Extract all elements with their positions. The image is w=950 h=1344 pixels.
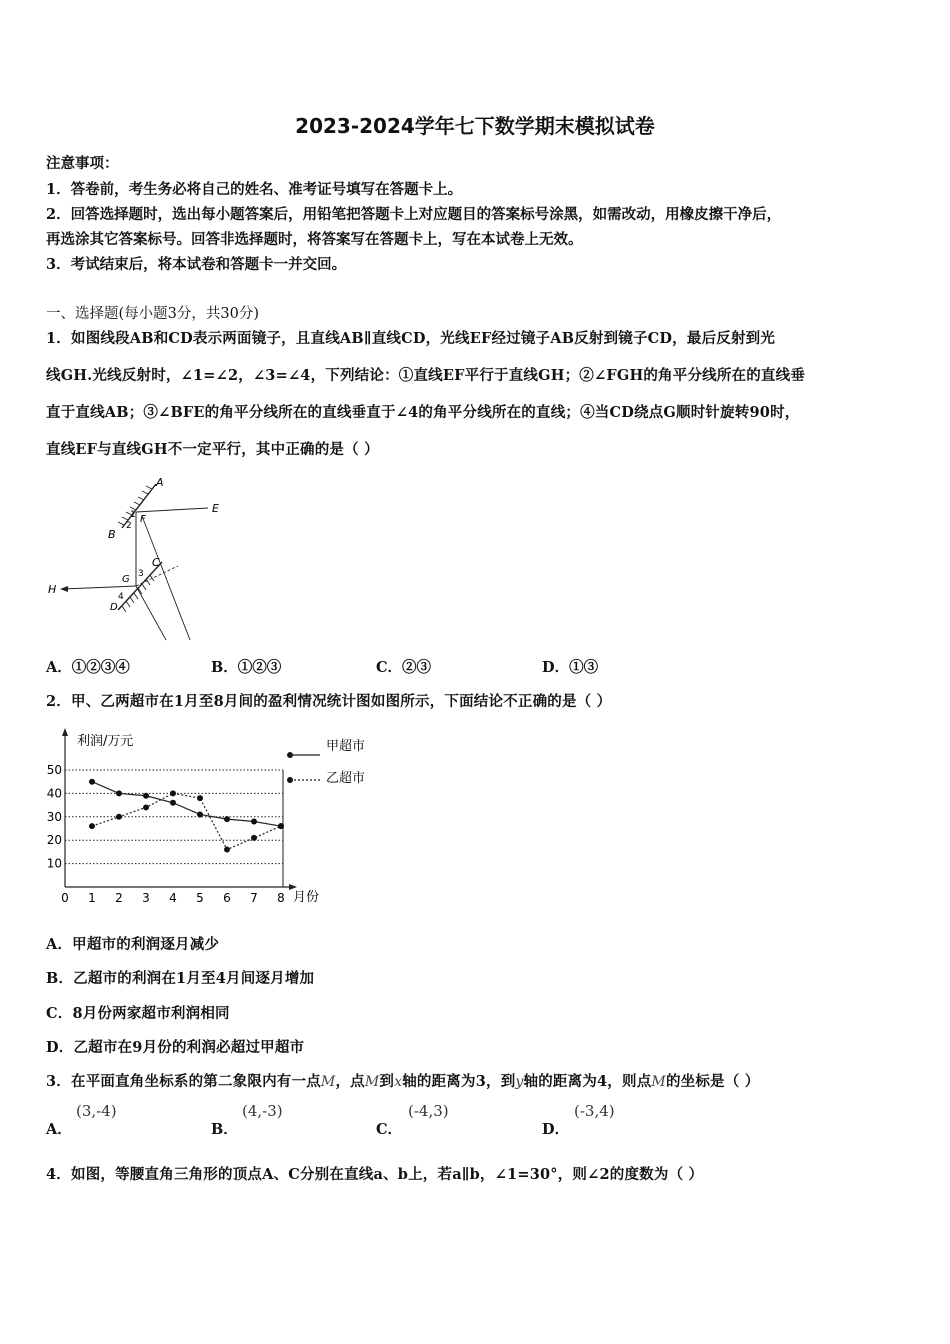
label-g: G <box>122 574 130 585</box>
data-point <box>170 800 176 806</box>
legend-label: 乙超市 <box>326 771 366 786</box>
y-tick-label: 10 <box>46 856 62 871</box>
notes-item-2-line-1: 2．回答选择题时，选出每小题答案后，用铅笔把答题卡上对应题目的答案标号涂黑，如需改动，用橡皮擦干净后， <box>46 206 782 223</box>
q2-option-b[interactable]: B．乙超市的利润在1月至4月间逐月增加 <box>46 970 315 987</box>
q1-stem-line-4: 直线EF与直线GH不一定平行，其中正确的是（ ） <box>46 441 379 458</box>
data-point <box>197 795 203 801</box>
q1-options <box>46 656 906 676</box>
x-tick-label: 6 <box>223 891 231 905</box>
x-tick-label: 8 <box>277 891 285 905</box>
y-axis-arrow <box>62 728 68 736</box>
q4-stem: 4．如图，等腰直角三角形的顶点A、C分别在直线a、b上，若a∥b，∠1=30°，则∠2的度数为（ ） <box>46 1166 704 1183</box>
data-point <box>278 823 284 829</box>
q1-option-c[interactable]: C．②③ <box>376 659 432 676</box>
q3-option-c-label[interactable]: C． <box>376 1121 403 1138</box>
profit-line-chart <box>40 722 390 917</box>
notes-item-2-line-2: 再选涂其它答案标号。回答非选择题时，将答案写在答题卡上，写在本试卷上无效。 <box>46 231 583 248</box>
data-point <box>224 847 230 853</box>
y-tick-label: 40 <box>46 786 62 801</box>
arrow-h <box>60 586 68 592</box>
data-point <box>89 779 95 785</box>
q3-option-a-label[interactable]: A． <box>46 1121 72 1138</box>
q3-option-b-label[interactable]: B． <box>211 1121 238 1138</box>
label-f: F <box>140 514 146 525</box>
label-2: 2 <box>126 521 132 531</box>
page-title: 2023-2024学年七下数学期末模拟试卷 <box>295 114 655 138</box>
q3-option-d-label[interactable]: D． <box>542 1121 570 1138</box>
x-tick-label: 0 <box>61 891 69 905</box>
notes-heading: 注意事项： <box>46 155 119 172</box>
data-point <box>116 814 122 820</box>
q2-option-c[interactable]: C．8月份两家超市利润相同 <box>46 1005 230 1022</box>
q3-option-a-value[interactable]: (3,-4) <box>76 1102 117 1120</box>
notes-item-1: 1．答卷前，考生务必将自己的姓名、准考证号填写在答题卡上。 <box>46 181 463 198</box>
data-point <box>251 818 257 824</box>
x-axis-title: 月份 <box>293 890 320 905</box>
q3-option-b-value[interactable]: (4,-3) <box>242 1102 283 1120</box>
label-1: 1 <box>130 510 136 520</box>
label-d: D <box>110 602 118 613</box>
x-tick-label: 2 <box>115 891 123 905</box>
data-point <box>197 811 203 817</box>
notes-item-3: 3．考试结束后，将本试卷和答题卡一并交回。 <box>46 256 347 273</box>
q1-option-a[interactable]: A．①②③④ <box>46 659 130 676</box>
data-point <box>89 823 95 829</box>
x-tick-label: 1 <box>88 891 96 905</box>
q1-stem-line-3: 直于直线AB；③∠BFE的角平分线所在的直线垂直于∠4的角平分线所在的直线；④当CD绕点G顺时针旋转90时， <box>46 404 800 421</box>
point-m: M <box>320 1074 336 1090</box>
data-point <box>116 790 122 796</box>
q2-option-a[interactable]: A．甲超市的利润逐月减少 <box>46 936 220 953</box>
q3-options <box>46 1100 906 1140</box>
data-point <box>170 790 176 796</box>
label-4: 4 <box>118 592 124 602</box>
label-e: E <box>212 502 219 515</box>
label-3: 3 <box>138 569 144 579</box>
q3-stem: 3．在平面直角坐标系的第二象限内有一点M，点M到x轴的距离为3，到y轴的距离为4，则点M的坐标是（ ） <box>46 1073 760 1090</box>
q1-mirror-figure <box>40 470 240 645</box>
q3-option-c-value[interactable]: (-4,3) <box>408 1102 449 1120</box>
x-tick-label: 4 <box>169 891 177 905</box>
data-point <box>251 835 257 841</box>
ray-ef <box>136 508 208 512</box>
q2-option-d[interactable]: D．乙超市在9月份的利润必超过甲超市 <box>46 1039 305 1056</box>
label-b: B <box>108 528 116 541</box>
data-point <box>224 816 230 822</box>
y-axis-title: 利润/万元 <box>77 734 134 749</box>
y-tick-label: 20 <box>46 833 62 848</box>
label-h: H <box>48 583 57 596</box>
q1-option-b[interactable]: B．①②③ <box>211 659 282 676</box>
q3-option-d-value[interactable]: (-3,4) <box>574 1102 615 1120</box>
label-a: A <box>156 476 164 489</box>
x-tick-label: 3 <box>142 891 150 905</box>
data-point <box>143 804 149 810</box>
ray-gh <box>62 586 136 589</box>
y-tick-label: 30 <box>46 809 62 824</box>
y-tick-label: 50 <box>46 763 62 777</box>
q1-stem-line-2: 线GH.光线反射时，∠1=∠2，∠3=∠4，下列结论：①直线EF平行于直线GH；②∠FGH的角平分线所在的直线垂 <box>46 367 806 384</box>
section-heading: 一、选择题(每小题3分，共30分) <box>46 306 259 322</box>
x-tick-label: 5 <box>196 891 204 905</box>
q1-option-d[interactable]: D．①③ <box>542 659 599 676</box>
label-c: C <box>152 556 160 569</box>
legend-label: 甲超市 <box>326 739 366 754</box>
q1-stem-line-1: 1．如图线段AB和CD表示两面镜子，且直线AB∥直线CD，光线EF经过镜子AB反射到镜子CD，最后反射到光 <box>46 330 776 347</box>
x-tick-label: 7 <box>250 891 258 905</box>
data-point <box>143 793 149 799</box>
q2-stem: 2．甲、乙两超市在1月至8月间的盈利情况统计图如图所示，下面结论不正确的是（ ） <box>46 693 612 710</box>
